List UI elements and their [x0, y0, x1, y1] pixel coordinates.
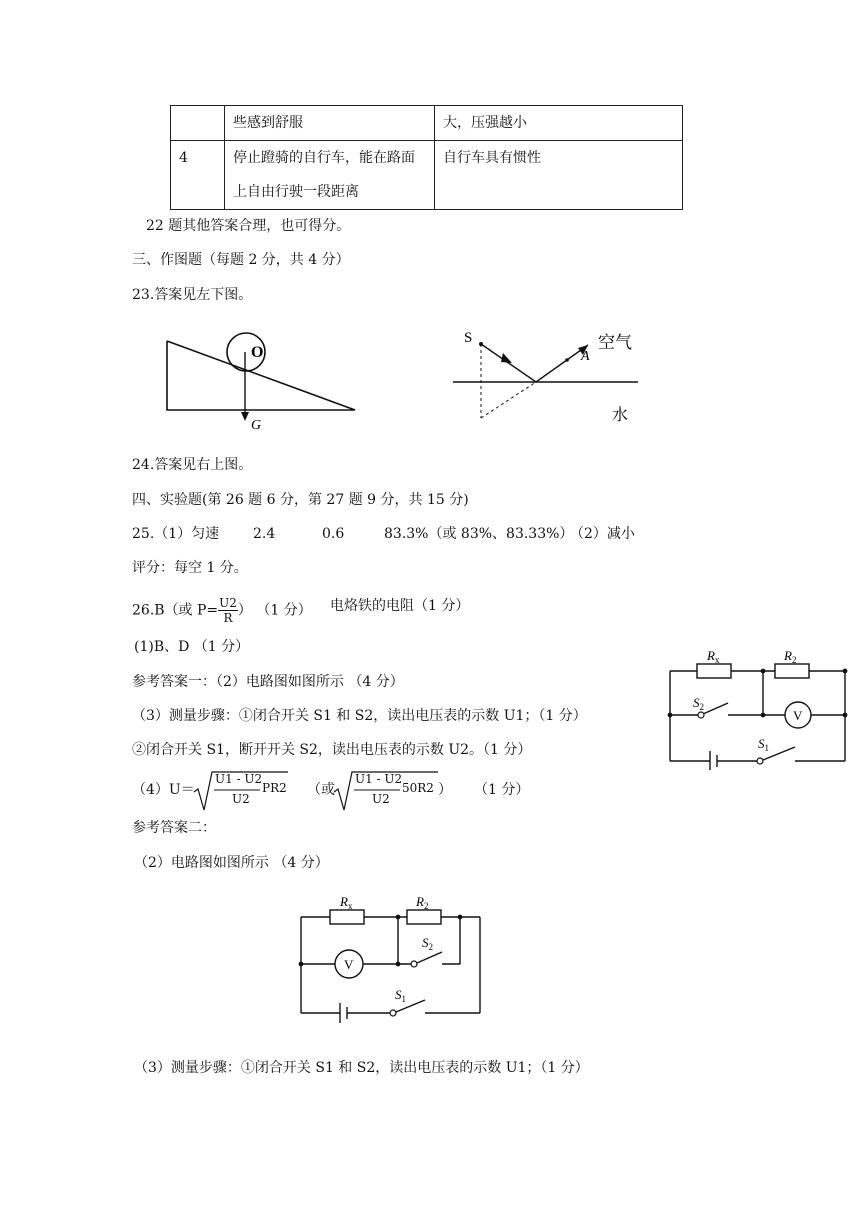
answer-25-part1: 25.（1）匀速: [132, 526, 220, 542]
score-25: 评分：每空 1 分。: [132, 560, 248, 576]
svg-text:S1: $S_1$: [395, 987, 406, 1004]
table-cell-num: 4: [171, 141, 225, 210]
svg-text:Rx: $R_x$: [707, 648, 720, 665]
point-a: [565, 358, 569, 362]
svg-text:S2: $S_2$: [693, 695, 704, 712]
voltmeter-label: V: [793, 708, 803, 723]
answer-25-value2: 0.6: [322, 526, 345, 542]
answer-25-part2: （2）减小: [570, 526, 635, 542]
voltmeter-label: V: [344, 957, 354, 972]
circuit-diagram-2: [290, 890, 490, 1025]
table-cell-phenomenon: 停止蹬骑的自行车，能在路面上自由行驶一段距离: [225, 141, 435, 210]
svg-text:Rx: $R_x$: [340, 894, 353, 911]
reflection-figure: [445, 322, 655, 432]
source-label: S: [464, 330, 473, 346]
answer-26-b: 电烙铁的电阻（1 分）: [330, 598, 470, 614]
image-dashed: [481, 382, 536, 418]
formula-denominator: U2: [232, 792, 250, 806]
answer-24: 24.答案见右上图。: [132, 457, 253, 473]
reference-answer-2: 参考答案二：: [132, 820, 216, 836]
section-heading-experiment: 四、实验题(第 26 题 6 分，第 27 题 9 分，共 15 分): [132, 492, 469, 508]
formula-denominator-2: U2: [372, 792, 390, 806]
note-22: 22 题其他答案合理，也可得分。: [146, 218, 351, 234]
table-cell-phenomenon: 些感到舒服: [225, 106, 435, 141]
answer-26: [132, 596, 312, 625]
fraction-denominator: R: [223, 611, 233, 625]
table-cell-explanation: 自行车具有惯性: [435, 141, 683, 210]
resistor-r2: [775, 664, 809, 678]
formula-after: PR2: [262, 781, 287, 795]
section-heading-drawing: 三、作图题（每题 2 分，共 4 分）: [132, 252, 350, 268]
svg-text:R2: $R_2$: [784, 648, 797, 665]
formula-after-2: 50R2: [402, 781, 434, 795]
svg-text:S2: $S_2$: [422, 935, 433, 952]
point-a-label: A: [581, 349, 590, 364]
incident-arrowhead: [501, 353, 512, 363]
switch-s2-blade: [417, 952, 442, 963]
fraction-numerator: U2: [219, 596, 237, 610]
switch-s2-blade: [703, 703, 728, 714]
force-label: G: [251, 418, 262, 433]
answer-25-value3: 83.3%（或 83%、83.33%）: [384, 526, 574, 542]
answer-27-1: (1)B、D （1 分）: [134, 639, 250, 655]
incident-ray: [481, 344, 536, 382]
table-row: [171, 141, 683, 210]
formula-prefix: （4）U＝: [132, 782, 195, 798]
fraction: [218, 596, 238, 625]
formula-score: （1 分）: [474, 782, 530, 798]
formula-numerator: U1 - U2: [215, 772, 263, 786]
resistor-rx: [330, 910, 364, 924]
formula-numerator-2: U1 - U2: [355, 772, 403, 786]
reference-1-step3: （3）测量步骤：①闭合开关 S1 和 S2，读出电压表的示数 U1；（1 分）: [132, 708, 587, 724]
answer-26-suffix: ） （1 分）: [237, 602, 312, 619]
svg-text:R2: $R_2$: [416, 894, 429, 911]
formula-close: ）: [438, 782, 452, 798]
lower-medium-label: 水: [612, 407, 629, 424]
answer-table: [170, 105, 683, 210]
upper-medium-label: 空气: [598, 333, 632, 352]
gravity-arrowhead: [241, 412, 249, 421]
table-cell-num: [171, 106, 225, 141]
svg-text:S1: $S_1$: [758, 736, 769, 753]
reference-2-step3: （3）测量步骤：①闭合开关 S1 和 S2，读出电压表的示数 U1；（1 分）: [134, 1060, 589, 1076]
formula-or: （或: [307, 782, 335, 798]
circuit-diagram-1: [660, 645, 855, 770]
reference-answer-1: 参考答案一：（2）电路图如图所示 （4 分）: [132, 674, 404, 690]
resistor-r2: [407, 910, 441, 924]
incline-figure: [150, 325, 370, 435]
table-cell-explanation: 大，压强越小: [435, 106, 683, 141]
answer-23: 23.答案见左下图。: [132, 287, 253, 303]
answer-25-value1: 2.4: [253, 526, 276, 542]
reference-2-step2: （2）电路图如图所示 （4 分）: [134, 855, 329, 871]
answer-26-prefix: 26.B（或 P=: [132, 602, 219, 619]
center-label: O: [251, 344, 264, 361]
table-row: [171, 106, 683, 141]
resistor-rx: [697, 664, 731, 678]
reference-1-step3b: ②闭合开关 S1，断开开关 S2，读出电压表的示数 U2。（1 分）: [132, 742, 532, 758]
